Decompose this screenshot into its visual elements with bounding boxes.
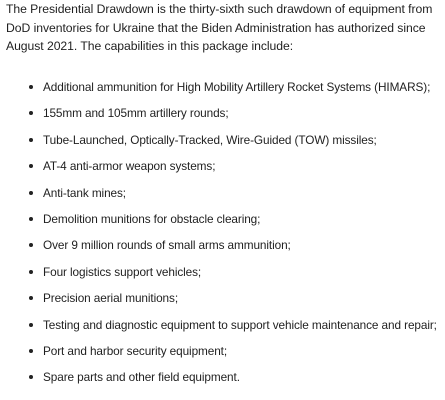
list-item xyxy=(6,131,442,157)
document-body xyxy=(6,0,442,385)
list-item-text: Additional ammunition for High Mobility Artillery Rocket Systems (HIMARS); xyxy=(43,80,431,94)
bullet-icon xyxy=(29,296,33,300)
list-item-text: Demolition munitions for obstacle clearing; xyxy=(43,211,261,226)
list-item-text: 155mm and 105mm artillery rounds; xyxy=(43,106,229,121)
bullet-icon xyxy=(29,217,33,221)
list-item-text: AT-4 anti-armor weapon systems; xyxy=(43,159,216,174)
list-item-text: Anti-tank mines; xyxy=(43,185,126,200)
bullet-icon xyxy=(29,164,33,168)
bullet-icon xyxy=(29,243,33,247)
list-item-text: Over 9 million rounds of small arms ammunition; xyxy=(43,238,291,253)
capabilities-list xyxy=(6,78,442,395)
list-item-text: Port and harbor security equipment; xyxy=(43,343,228,358)
list-item xyxy=(6,210,442,236)
bullet-icon xyxy=(29,85,33,89)
list-item-text: Spare parts and other field equipment. xyxy=(43,370,240,385)
list-item-text: Precision aerial munitions; xyxy=(43,291,178,306)
list-item xyxy=(6,316,442,342)
bullet-icon xyxy=(29,270,33,274)
bullet-icon xyxy=(29,323,33,327)
list-item-text: Four logistics support vehicles; xyxy=(43,264,202,279)
intro-paragraph: The Presidential Drawdown is the thirty-sixth such drawdown of equipment from DoD inventories for Ukraine that the Biden Administration has authorized since August 2021. The capabilities in this package include: xyxy=(6,2,433,53)
list-item xyxy=(6,342,442,368)
list-item xyxy=(6,184,442,210)
bullet-icon xyxy=(29,191,33,195)
list-item xyxy=(6,368,442,394)
list-item xyxy=(6,263,442,289)
list-item xyxy=(6,104,442,130)
list-item xyxy=(6,157,442,183)
bullet-icon xyxy=(29,349,33,353)
list-item xyxy=(6,236,442,262)
list-item xyxy=(6,78,442,104)
bullet-icon xyxy=(29,375,33,379)
list-item-text: Tube-Launched, Optically-Tracked, Wire-Guided (TOW) missiles; xyxy=(43,132,377,147)
bullet-icon xyxy=(29,138,33,142)
list-item xyxy=(6,289,442,315)
list-item-text: Testing and diagnostic equipment to support vehicle maintenance and repair; xyxy=(43,317,437,332)
bullet-icon xyxy=(29,111,33,115)
